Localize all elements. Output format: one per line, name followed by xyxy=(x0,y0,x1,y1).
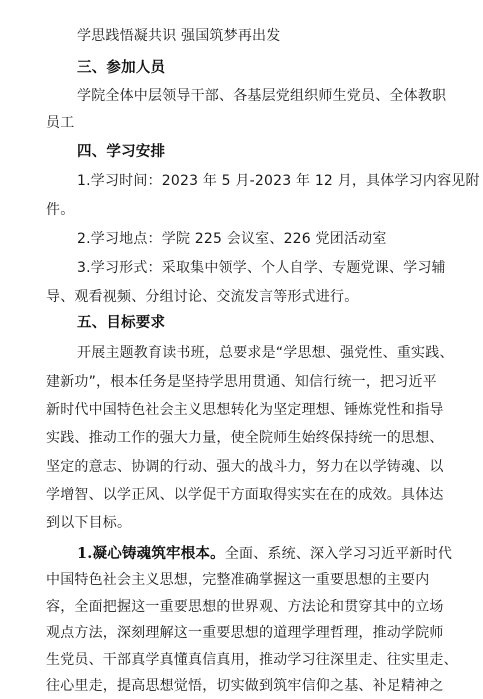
paragraph-line: 坚定的意志、协调的行动、强大的战斗力，努力在以学铸魂、以 xyxy=(46,459,444,475)
section-heading-participants: 三、参加人员 xyxy=(77,60,166,76)
goal-1-lead: 1.凝心铸魂筑牢根本。 xyxy=(77,545,225,562)
paragraph-line: 观点方法，深刻理解这一重要思想的道理学理哲理，推动学院师 xyxy=(46,625,444,641)
paragraph-line: 容，全面把握这一重要思想的世界观、方法论和贯穿其中的立场 xyxy=(46,599,444,615)
section-heading-schedule: 四、学习安排 xyxy=(77,144,166,160)
list-item-line: 1.学习时间：2023 年 5 月-2023 年 12 月，具体学习内容见附 xyxy=(77,173,480,189)
list-item-line: 2.学习地点：学院 225 会议室、226 党团活动室 xyxy=(77,231,387,247)
paragraph-line: 实践、推动工作的强大力量，使全院师生始终保持统一的思想、 xyxy=(46,430,444,446)
paragraph-line: 员工 xyxy=(46,115,75,131)
goal-1-first-line xyxy=(0,544,483,564)
document-subtitle: 学思践悟凝共识 强国筑梦再出发 xyxy=(77,28,281,44)
paragraph-line: 往心里走，提高思想觉悟，切实做到筑牢信仰之基、补足精神之 xyxy=(46,678,444,694)
list-item-line: 3.学习形式：采取集中领学、个人自学、专题党课、学习辅 xyxy=(77,260,446,276)
goal-1-text: 全面、系统、深入学习习近平新时代 xyxy=(224,546,453,562)
paragraph-line: 新时代中国特色社会主义思想转化为坚定理想、锤炼党性和指导 xyxy=(46,402,444,418)
paragraph-line: 学增智、以学正风、以学促干方面取得实实在在的成效。具体达 xyxy=(46,487,444,503)
section-heading-goals: 五、目标要求 xyxy=(77,315,166,331)
paragraph-line: 开展主题教育读书班，总要求是“学思想、强党性、重实践、 xyxy=(77,345,454,361)
paragraph-line: 到以下目标。 xyxy=(46,515,132,531)
paragraph-line: 中国特色社会主义思想，完整准确掌握这一重要思想的主要内 xyxy=(46,572,430,588)
paragraph-line: 学院全体中层领导干部、各基层党组织师生党员、全体教职 xyxy=(77,88,447,104)
list-item-line: 导、观看视频、分组讨论、交流发言等形式进行。 xyxy=(46,289,359,305)
paragraph-line: 生党员、干部真学真懂真信真用，推动学习往深里走、往实里走、 xyxy=(46,652,458,668)
paragraph-line: 建新功”，根本任务是坚持学思用贯通、知信行统一，把习近平 xyxy=(46,374,437,390)
list-item-line: 件。 xyxy=(46,202,75,218)
